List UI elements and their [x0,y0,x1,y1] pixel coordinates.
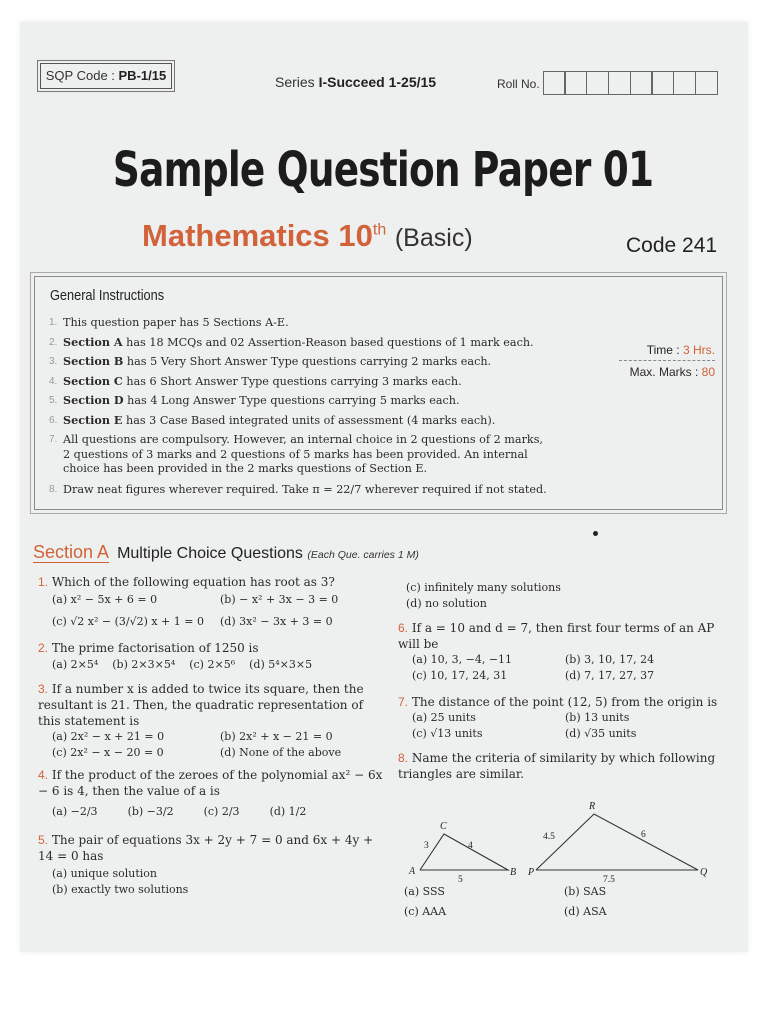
instruction-text: Draw neat figures wherever required. Take π = 22/7 wherever required if not stated. [63,482,547,496]
series-label: Series [275,74,319,90]
triangle-pqr [536,814,698,870]
question-number: 3. [38,682,49,696]
sqp-code-value: PB-1/15 [118,68,167,83]
option-a[interactable]: (a) 25 units [412,711,476,724]
side-pq-label: 7.5 [603,875,615,885]
option-b[interactable]: (b) 2x² + x − 21 = 0 [220,730,333,743]
instruction-text: This question paper has 5 Sections A-E. [63,316,289,329]
instruction-item [49,430,609,480]
option-c[interactable]: (c) 10, 17, 24, 31 [412,669,508,682]
question-number: 6. [398,621,409,635]
option-b[interactable]: (b) −3/2 [127,805,174,818]
paper-title: Sample Question Paper 01 [112,142,654,198]
roll-digit-box[interactable] [608,71,631,95]
instruction-item [49,480,609,500]
roll-digit-box[interactable] [695,71,718,95]
options [52,592,388,630]
series-text [275,74,436,90]
vertex-b-label: B [510,867,517,878]
time-label: Time : [646,343,683,357]
question-text: The prime factorisation of 1250 is [51,641,259,655]
roll-digit-box[interactable] [651,71,674,95]
option-c[interactable]: (c) 2×5⁶ [189,658,236,671]
instruction-rest: has 6 Short Answer Type questions carrying 3 marks each. [122,374,462,388]
option-c[interactable]: (c) infinitely many solutions [406,581,561,594]
instruction-text [63,372,609,392]
subject-level: (Basic) [394,224,473,252]
question-1 [38,574,388,630]
option-d[interactable]: (d) 7, 17, 27, 37 [565,669,655,682]
option-a[interactable]: (a) 10, 3, −4, −11 [412,653,513,666]
triangle-pqr-outline [536,814,698,870]
instruction-bold: Section C [63,373,123,388]
option-b[interactable]: (b) 3, 10, 17, 24 [565,653,655,666]
option-d[interactable]: (d) ASA [564,905,607,918]
question-4 [38,767,388,820]
instruction-item [49,352,609,372]
marks-line [619,365,715,379]
question-8 [398,750,718,782]
triangle-abc [420,834,508,870]
question-text: The distance of the point (12, 5) from the origin is [411,695,718,709]
option-c[interactable]: (c) √2 x² − (3/√2) x + 1 = 0 [52,615,204,628]
left-question-column [38,574,388,904]
question-number: 4. [38,768,49,782]
ink-dot [593,531,598,536]
right-question-column [398,580,718,788]
instruction-item [49,372,609,392]
question-paper [20,22,748,952]
option-a[interactable]: (a) x² − 5x + 6 = 0 [52,593,158,606]
option-c[interactable]: (c) AAA [404,905,447,918]
question-number: 5. [38,833,49,847]
instruction-item [49,411,609,431]
instruction-number: 4. [49,375,58,387]
subject-code: Code 241 [626,234,718,257]
instruction-number: 3. [49,356,58,367]
instruction-number: 8. [49,483,58,495]
subject-name: Mathematics 10 [142,218,373,253]
marks-label: Max. Marks : [629,365,702,379]
question-text: If a = 10 and d = 7, then first four terms of an AP will be [398,621,715,651]
vertex-c-label: C [440,821,447,832]
question-8-options [404,884,704,920]
option-b[interactable]: (b) SAS [564,885,607,898]
option-b[interactable]: (b) 2×3×5⁴ [112,658,176,671]
instruction-number: 2. [49,336,58,348]
option-d[interactable]: (d) None of the above [220,746,342,759]
subject-sup: th [372,221,387,239]
instruction-text [63,411,609,431]
option-c[interactable]: (c) 2x² − x − 20 = 0 [52,746,164,759]
options [412,652,718,684]
marks-value: 80 [701,365,715,379]
section-label: Section A [33,542,110,562]
option-a[interactable]: (a) SSS [404,885,445,898]
question-7 [398,694,718,742]
section-note: (Each Que. carries 1 M) [307,549,419,561]
question-text: If a number x is added to twice its square, then the resultant is 21. Then, the quadratic representation of this statement is [38,682,364,728]
roll-digit-box[interactable] [564,71,587,95]
instruction-item [49,391,609,411]
instruction-bold: Section D [63,393,124,407]
roll-digit-box[interactable] [673,71,696,95]
roll-digit-box[interactable] [586,71,609,95]
question-text: Which of the following equation has root as 3? [51,575,335,589]
instruction-text [63,391,609,411]
triangle-abc-outline [420,834,508,870]
instruction-bold: Section B [63,354,124,368]
instructions-list [49,313,609,499]
option-a[interactable]: (a) 2x² − x + 21 = 0 [52,730,165,743]
option-a[interactable]: (a) unique solution [52,867,157,880]
option-b[interactable]: (b) 13 units [565,711,630,724]
question-number: 8. [398,751,409,765]
option-b[interactable]: (b) − x² + 3x − 3 = 0 [220,593,339,606]
roll-no-label: Roll No. [497,77,540,91]
options [52,803,388,820]
side-ac-label: 3 [424,841,429,851]
instruction-rest: has 4 Long Answer Type questions carrying 5 marks each. [123,394,460,407]
instruction-number: 6. [49,414,58,426]
instruction-item [49,333,609,353]
roll-digit-box[interactable] [543,71,566,95]
instruction-rest: has 3 Case Based integrated units of assessment (4 marks each). [122,413,496,427]
time-value: 3 Hrs. [682,343,715,357]
instruction-text: All questions are compulsory. However, an internal choice in 2 questions of 2 marks, 2 questions of 3 marks and 2 questions of 5 marks has been provided. An internal choice has been provided in the 2 marks questions of Section E. [63,433,543,475]
subject-title [142,218,473,254]
options [404,884,704,920]
vertex-r-label: R [589,801,596,812]
roll-no-boxes[interactable] [544,71,718,95]
option-d[interactable]: (d) no solution [406,597,487,610]
instruction-text [63,352,609,372]
question-number: 7. [398,695,409,709]
question-text: Name the criteria of similarity by which following triangles are similar. [398,751,716,781]
general-instructions-box [34,276,723,510]
option-d[interactable]: (d) 3x² − 3x + 3 = 0 [220,615,333,628]
instruction-number: 1. [49,317,58,328]
instruction-rest: has 5 Very Short Answer Type questions carrying 2 marks each. [123,355,492,368]
side-ab-label: 5 [458,875,463,885]
option-a[interactable]: (a) 2×5⁴ [52,658,99,671]
side-pr-label: 4.5 [543,832,555,842]
instruction-rest: has 18 MCQs and 02 Assertion-Reason based questions of 1 mark each. [122,335,534,349]
options [412,710,718,742]
vertex-a-label: A [409,866,416,877]
option-d[interactable]: (d) √35 units [565,727,637,740]
question-5 [38,832,388,898]
option-d[interactable]: (d) 1/2 [269,805,307,818]
option-d[interactable]: (d) 5⁴×3×5 [249,658,313,671]
instruction-item [49,313,609,333]
options [52,729,388,761]
question-text: The pair of equations 3x + 2y + 7 = 0 and 6x + 4y + 14 = 0 has [38,833,374,863]
question-3 [38,681,388,761]
options [52,656,388,673]
section-title: Multiple Choice Questions [117,545,303,562]
side-rq-label: 6 [641,830,646,840]
instruction-number: 5. [49,395,58,406]
instruction-bold: Section E [63,412,123,427]
time-marks-block [619,343,715,379]
instruction-text [63,333,609,353]
question-6 [398,620,718,684]
question-number: 2. [38,641,49,655]
option-c[interactable]: (c) 2/3 [203,805,240,818]
option-c[interactable]: (c) √13 units [412,727,483,740]
question-number: 1. [38,575,49,589]
series-value: I-Succeed 1-25/15 [318,74,437,90]
question-2 [38,640,388,673]
vertex-q-label: Q [700,867,708,878]
side-bc-label: 4 [468,841,473,851]
vertex-p-label: P [528,867,535,878]
roll-digit-box[interactable] [630,71,653,95]
instruction-number: 7. [49,434,58,445]
question-text: If the product of the zeroes of the polynomial ax² − 6x − 6 is 4, then the value of a is [38,768,383,798]
time-line [619,343,715,361]
instruction-bold: Section A [63,334,123,349]
sqp-code-box [40,63,172,89]
sqp-code-label: SQP Code : [45,68,119,83]
option-b[interactable]: (b) exactly two solutions [52,883,189,896]
instructions-heading: General Instructions [50,287,165,304]
option-a[interactable]: (a) −2/3 [52,805,98,818]
section-heading [33,542,419,563]
